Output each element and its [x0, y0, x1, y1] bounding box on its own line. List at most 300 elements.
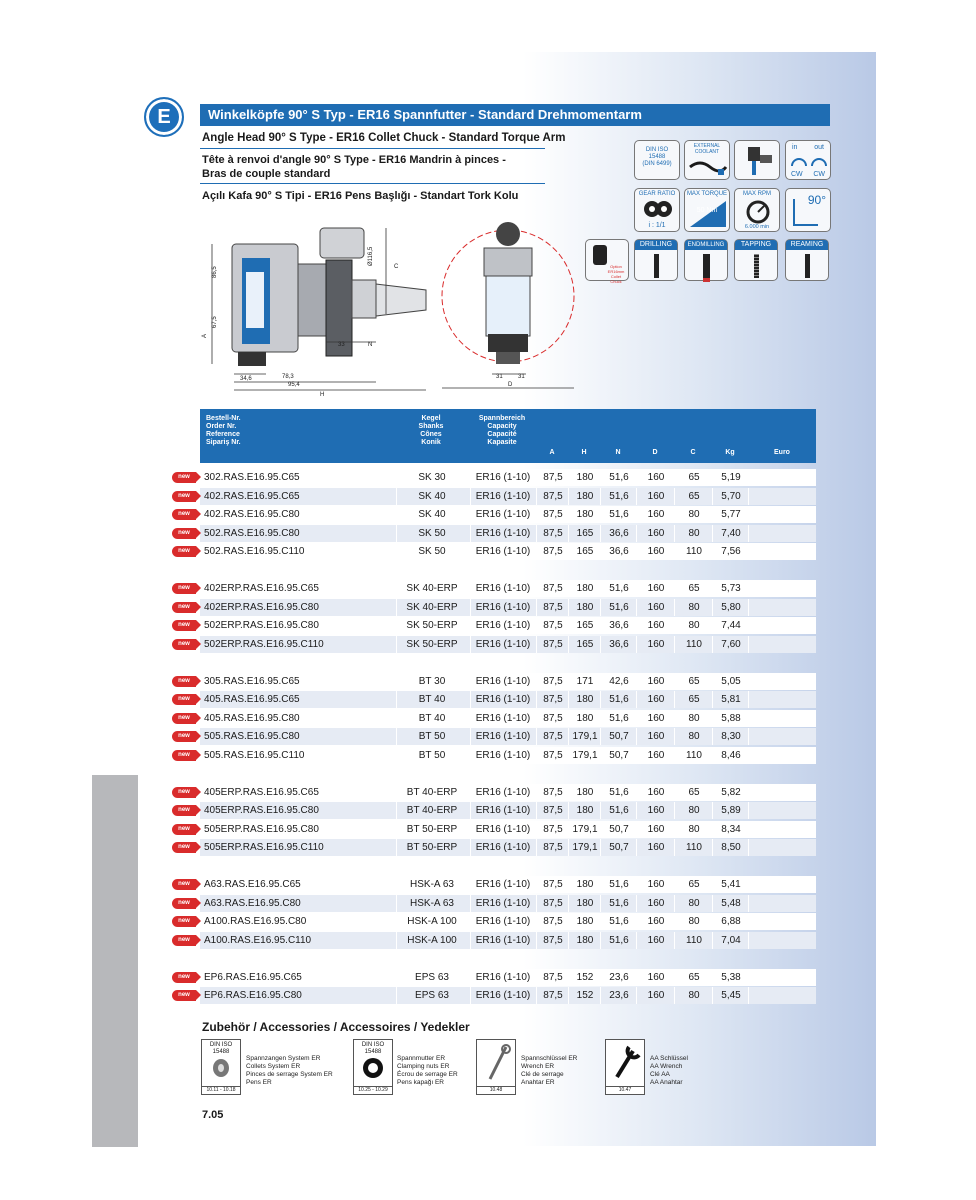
table-cell [748, 802, 817, 819]
catalog-ref: 10.48 [477, 1086, 515, 1093]
table-cell: 80 [674, 728, 713, 745]
accessory-line: Clamping nuts ER [397, 1063, 450, 1070]
table-cell: 51,6 [600, 895, 637, 912]
table-cell: 180 [568, 876, 601, 893]
table-cell: 87,5 [536, 691, 569, 708]
collet-icon [211, 1058, 231, 1078]
header-text: Kegel [421, 415, 441, 422]
table-cell: 165 [568, 636, 601, 653]
angle-head-symbol [738, 143, 778, 179]
table-cell: 160 [636, 488, 675, 505]
table-cell: 42,6 [600, 673, 637, 690]
table-cell: 5,41 [712, 876, 749, 893]
table-cell: BT 50 [396, 747, 467, 764]
table-cell: 87,5 [536, 821, 569, 838]
table-cell: 180 [568, 913, 601, 930]
table-cell: 160 [636, 599, 675, 616]
table-cell: 36,6 [600, 525, 637, 542]
table-cell: 160 [636, 821, 675, 838]
table-cell: SK 40 [396, 488, 467, 505]
table-cell: 152 [568, 987, 601, 1004]
table-cell: 160 [636, 802, 675, 819]
tapping-icon [734, 239, 778, 281]
table-row [178, 839, 816, 856]
table-cell: ER16 (1-10) [470, 895, 535, 912]
table-cell [748, 525, 817, 542]
table-cell: BT 50-ERP [396, 839, 467, 856]
order-number-cell: 402ERP.RAS.E16.95.C80 [204, 601, 319, 613]
table-cell [748, 932, 817, 949]
table-row [178, 636, 816, 653]
table-cell [748, 821, 817, 838]
collet-image [201, 1039, 241, 1095]
table-cell: 65 [674, 488, 713, 505]
angle-head-icon [734, 140, 780, 180]
table-cell: 51,6 [600, 506, 637, 523]
dim-label: N [368, 342, 373, 348]
accessory-line: Clé de serrage [521, 1071, 564, 1078]
dim-label: C [394, 264, 399, 270]
table-cell [748, 617, 817, 634]
table-cell: 160 [636, 932, 675, 949]
rotation-direction-icon [785, 140, 831, 180]
table-cell: ER16 (1-10) [470, 691, 535, 708]
accessory-line: Spannmutter ER [397, 1055, 446, 1062]
table-cell: 87,5 [536, 469, 569, 486]
table-row [178, 876, 816, 893]
table-cell: 180 [568, 691, 601, 708]
table-cell: 80 [674, 895, 713, 912]
table-cell: 160 [636, 876, 675, 893]
header-text: Cônes [420, 431, 442, 438]
table-cell [748, 784, 817, 801]
table-row [178, 932, 816, 949]
wrench-aa-image [605, 1039, 645, 1095]
table-cell: 160 [636, 636, 675, 653]
new-badge: new [172, 528, 196, 539]
table-cell: 36,6 [600, 636, 637, 653]
new-badge: new [172, 935, 196, 946]
table-cell: 65 [674, 876, 713, 893]
torque-chart-icon [688, 199, 728, 229]
accessory-1-text [246, 1055, 333, 1087]
table-row [178, 710, 816, 727]
new-badge: new [172, 491, 196, 502]
table-cell: 87,5 [536, 506, 569, 523]
table-cell: 36,6 [600, 617, 637, 634]
table-row [178, 821, 816, 838]
max-torque-label: MAX TORQUE [686, 191, 728, 197]
table-cell [748, 580, 817, 597]
accessory-line: AA Schlüssel [650, 1055, 688, 1062]
table-cell: 152 [568, 969, 601, 986]
new-badge: new [172, 787, 196, 798]
table-cell [748, 913, 817, 930]
capacity-header [470, 415, 534, 447]
table-cell: SK 40-ERP [396, 580, 467, 597]
table-cell: 5,81 [712, 691, 749, 708]
table-cell: 80 [674, 617, 713, 634]
table-cell: SK 30 [396, 469, 467, 486]
table-cell: 51,6 [600, 488, 637, 505]
table-row [178, 691, 816, 708]
order-number-cell: 402ERP.RAS.E16.95.C65 [204, 583, 319, 594]
dim-label: 31 [496, 374, 503, 380]
table-cell: 80 [674, 987, 713, 1004]
din-label: DIN ISO [361, 1042, 385, 1048]
table-cell: ER16 (1-10) [470, 525, 535, 542]
new-badge: new [172, 676, 196, 687]
order-number-cell: EP6.RAS.E16.95.C65 [204, 971, 302, 983]
table-row [178, 488, 816, 505]
table-cell: 87,5 [536, 543, 569, 560]
table-cell: BT 40-ERP [396, 784, 467, 801]
table-cell: 179,1 [568, 747, 601, 764]
tapping-label: TAPPING [735, 240, 777, 250]
table-cell: ER16 (1-10) [470, 506, 535, 523]
accessory-line: Pens kapağı ER [397, 1079, 444, 1086]
coolant-hose-icon [688, 157, 728, 177]
table-cell: 5,70 [712, 488, 749, 505]
table-cell: 6,88 [712, 913, 749, 930]
table-cell: 7,60 [712, 636, 749, 653]
table-cell: 8,30 [712, 728, 749, 745]
catalog-ref: 10.11 - 10.18 [202, 1086, 240, 1093]
dim-label: H [320, 392, 325, 398]
table-cell: 5,89 [712, 802, 749, 819]
table-cell: ER16 (1-10) [470, 728, 535, 745]
table-cell: ER16 (1-10) [470, 599, 535, 616]
table-cell: 179,1 [568, 821, 601, 838]
table-cell: 51,6 [600, 710, 637, 727]
table-cell: 7,44 [712, 617, 749, 634]
table-cell: 165 [568, 543, 601, 560]
table-cell: ER16 (1-10) [470, 876, 535, 893]
accessory-4-text [650, 1055, 688, 1087]
new-badge: new [172, 916, 196, 927]
header-c: C [690, 449, 696, 456]
table-cell: 51,6 [600, 784, 637, 801]
table-cell [748, 710, 817, 727]
table-row [178, 728, 816, 745]
table-cell: 5,05 [712, 673, 749, 690]
divider [200, 148, 545, 149]
max-torque-value: 50 Nm [696, 207, 718, 214]
table-cell [748, 728, 817, 745]
table-cell: 87,5 [536, 969, 569, 986]
order-number-cell: A100.RAS.E16.95.C110 [204, 934, 312, 946]
order-number-cell: EP6.RAS.E16.95.C80 [204, 990, 302, 1001]
table-cell: 160 [636, 913, 675, 930]
table-cell: 160 [636, 525, 675, 542]
subtitle-tr: Açılı Kafa 90° S Tipi - ER16 Pens Başlığı - Standart Tork Kolu [202, 190, 519, 202]
new-badge: new [172, 990, 196, 1001]
header-kg: Kg [725, 449, 735, 456]
table-cell: 5,48 [712, 895, 749, 912]
spanner-icon [611, 1043, 641, 1083]
table-cell: 110 [674, 543, 713, 560]
order-number-cell: A100.RAS.E16.95.C80 [204, 916, 307, 927]
new-badge: new [172, 472, 196, 483]
table-cell: BT 50-ERP [396, 821, 467, 838]
dim-label: Ø116,5 [368, 246, 374, 266]
accessory-line: Spannschlüssel ER [521, 1055, 578, 1062]
option-note: Option ER16mm Collet Chuck [607, 264, 625, 284]
new-badge: new [172, 546, 196, 557]
drilling-label: DRILLING [635, 240, 677, 250]
table-cell: 87,5 [536, 580, 569, 597]
table-cell [748, 543, 817, 560]
table-cell: BT 40-ERP [396, 802, 467, 819]
collet-option-icon [585, 239, 629, 284]
dim-label: 33 [338, 342, 345, 348]
catalog-ref: 10.47 [606, 1086, 644, 1093]
accessory-line: AA Anahtar [650, 1079, 683, 1086]
table-cell: EPS 63 [396, 969, 467, 986]
table-cell: 160 [636, 987, 675, 1004]
table-cell: ER16 (1-10) [470, 932, 535, 949]
order-number-cell: 502.RAS.E16.95.C80 [204, 527, 300, 539]
table-cell: ER16 (1-10) [470, 636, 535, 653]
table-row [178, 599, 816, 616]
table-cell: 87,5 [536, 636, 569, 653]
order-number-cell: 402.RAS.E16.95.C65 [204, 490, 300, 502]
accessory-line: Collets System ER [246, 1063, 301, 1070]
order-number-cell: A63.RAS.E16.95.C80 [204, 897, 301, 909]
table-row [178, 525, 816, 542]
table-row [178, 987, 816, 1004]
table-cell: 110 [674, 839, 713, 856]
table-cell: 165 [568, 525, 601, 542]
table-cell: EPS 63 [396, 987, 467, 1004]
header-text: Konik [421, 439, 441, 446]
table-cell: 5,19 [712, 469, 749, 486]
table-cell: 5,45 [712, 987, 749, 1004]
table-cell: SK 50 [396, 525, 467, 542]
accessory-line: Clé AA [650, 1071, 670, 1078]
in-label: in [792, 144, 798, 151]
table-cell [748, 488, 817, 505]
new-badge: new [172, 805, 196, 816]
order-number-cell: 502ERP.RAS.E16.95.C80 [204, 620, 319, 631]
table-cell: 180 [568, 784, 601, 801]
table-cell: 180 [568, 802, 601, 819]
wrench-er-image [476, 1039, 516, 1095]
subtitle-fr-1: Tête à renvoi d'angle 90° S Type - ER16 Mandrin à pinces - [202, 154, 506, 166]
new-badge: new [172, 583, 196, 594]
angle-value: 90° [807, 193, 826, 207]
order-number-cell: A63.RAS.E16.95.C65 [204, 879, 301, 890]
endmilling-icon [684, 239, 728, 281]
header-text: Capacité [487, 431, 517, 438]
table-row [178, 617, 816, 634]
accessory-line: AA Wrench [650, 1063, 683, 1070]
table-cell: 110 [674, 636, 713, 653]
table-cell [748, 969, 817, 986]
new-badge: new [172, 713, 196, 724]
table-cell: ER16 (1-10) [470, 710, 535, 727]
order-number-cell: 405.RAS.E16.95.C65 [204, 694, 300, 705]
front-view [442, 222, 574, 388]
table-cell: 7,04 [712, 932, 749, 949]
table-row [178, 673, 816, 690]
header-h: H [581, 449, 587, 456]
table-cell: 5,88 [712, 710, 749, 727]
dim-label: A [202, 333, 208, 338]
accessory-line: Anahtar ER [521, 1079, 555, 1086]
table-cell [748, 673, 817, 690]
header-text: Order Nr. [206, 423, 237, 430]
order-number-cell: 505ERP.RAS.E16.95.C110 [204, 842, 324, 853]
table-cell: 51,6 [600, 802, 637, 819]
order-number-cell: 502.RAS.E16.95.C110 [204, 546, 305, 557]
table-cell [748, 747, 817, 764]
table-cell: BT 40 [396, 691, 467, 708]
header-text: Shanks [418, 423, 444, 430]
table-cell: 8,34 [712, 821, 749, 838]
header-euro: Euro [774, 449, 790, 456]
table-cell: SK 50 [396, 543, 467, 560]
table-cell: ER16 (1-10) [470, 839, 535, 856]
table-cell: 87,5 [536, 525, 569, 542]
header-text: Spannbereich [478, 415, 526, 422]
table-cell [748, 599, 817, 616]
table-cell: 51,6 [600, 599, 637, 616]
accessory-line: Pens ER [246, 1079, 272, 1086]
table-cell: 8,46 [712, 747, 749, 764]
header-n: N [615, 449, 621, 456]
gear-ratio-value: i : 1/1 [648, 222, 666, 229]
table-cell: ER16 (1-10) [470, 802, 535, 819]
table-cell: 7,56 [712, 543, 749, 560]
max-torque-icon [684, 188, 730, 232]
table-cell: 87,5 [536, 617, 569, 634]
table-cell: 50,7 [600, 821, 637, 838]
table-cell: 65 [674, 469, 713, 486]
table-cell: 160 [636, 895, 675, 912]
table-cell: 180 [568, 469, 601, 486]
table-cell: 87,5 [536, 784, 569, 801]
page-number: 7.05 [202, 1109, 224, 1121]
table-cell: 165 [568, 617, 601, 634]
accessories-title: Zubehör / Accessories / Accessoires / Yedekler [202, 1020, 470, 1034]
table-cell: 5,77 [712, 506, 749, 523]
table-cell: HSK-A 100 [396, 913, 467, 930]
din-iso-number: 15488 [648, 154, 666, 160]
table-cell: 5,38 [712, 969, 749, 986]
table-cell: 160 [636, 969, 675, 986]
table-cell: 87,5 [536, 728, 569, 745]
cw-label: CW [813, 171, 825, 178]
table-cell: SK 40 [396, 506, 467, 523]
accessory-2-text [397, 1055, 458, 1087]
table-cell: ER16 (1-10) [470, 821, 535, 838]
reaming-label: REAMING [786, 240, 828, 250]
table-cell: 5,80 [712, 599, 749, 616]
subtitle-fr-2: Bras de couple standard [202, 168, 331, 180]
max-rpm-icon [734, 188, 780, 232]
dim-label: 31 [518, 374, 525, 380]
din-iso-label: DIN ISO [645, 147, 669, 153]
accessory-line: Écrou de serrage ER [397, 1071, 458, 1078]
accessory-3-text [521, 1055, 577, 1087]
new-badge: new [172, 731, 196, 742]
new-badge: new [172, 898, 196, 909]
table-cell: 50,7 [600, 728, 637, 745]
table-cell: 160 [636, 673, 675, 690]
accessory-line: Pinces de serrage System ER [246, 1071, 333, 1078]
table-cell: 65 [674, 969, 713, 986]
table-cell: 180 [568, 710, 601, 727]
new-badge: new [172, 639, 196, 650]
divider [200, 183, 545, 184]
table-cell: ER16 (1-10) [470, 580, 535, 597]
table-cell: 51,6 [600, 913, 637, 930]
table-cell: HSK-A 63 [396, 895, 467, 912]
table-cell: 5,82 [712, 784, 749, 801]
table-cell [748, 987, 817, 1004]
accessory-line: Spannzangen System ER [246, 1055, 321, 1062]
order-number-cell: 302.RAS.E16.95.C65 [204, 472, 300, 483]
endmilling-label: ENDMILLING [685, 240, 727, 250]
table-row [178, 469, 816, 486]
table-cell: 180 [568, 506, 601, 523]
table-row [178, 580, 816, 597]
table-cell [748, 691, 817, 708]
header-text: Reference [206, 431, 240, 438]
table-cell: 87,5 [536, 488, 569, 505]
gears-icon [643, 199, 673, 219]
table-cell: SK 50-ERP [396, 617, 467, 634]
table-row [178, 969, 816, 986]
table-cell: 160 [636, 691, 675, 708]
table-cell: 110 [674, 747, 713, 764]
table-row [178, 506, 816, 523]
new-badge: new [172, 602, 196, 613]
table-cell: 51,6 [600, 876, 637, 893]
subtitle-en: Angle Head 90° S Type - ER16 Collet Chuck - Standard Torque Arm [202, 132, 566, 144]
table-cell: 23,6 [600, 969, 637, 986]
table-cell: ER16 (1-10) [470, 673, 535, 690]
table-cell [748, 876, 817, 893]
new-badge: new [172, 694, 196, 705]
table-cell: ER16 (1-10) [470, 469, 535, 486]
table-cell [748, 839, 817, 856]
table-cell: HSK-A 63 [396, 876, 467, 893]
logo-letter: E [157, 106, 171, 128]
table-cell: 180 [568, 580, 601, 597]
table-row [178, 913, 816, 930]
cw-label: CW [791, 171, 803, 178]
table-cell [748, 469, 817, 486]
header-text: Capacity [487, 423, 517, 430]
table-cell: 160 [636, 617, 675, 634]
table-cell [748, 636, 817, 653]
table-cell: 87,5 [536, 673, 569, 690]
table-cell: 65 [674, 580, 713, 597]
table-cell: BT 50 [396, 728, 467, 745]
table-cell: 80 [674, 913, 713, 930]
table-cell: 87,5 [536, 599, 569, 616]
table-cell: 110 [674, 932, 713, 949]
table-cell: 160 [636, 728, 675, 745]
gauge-icon [746, 200, 770, 224]
gear-ratio-label: GEAR RATIO [638, 191, 676, 197]
table-cell: 160 [636, 747, 675, 764]
dim-label: 78,3 [282, 374, 294, 380]
table-cell: SK 40-ERP [396, 599, 467, 616]
side-strip [92, 775, 138, 1147]
